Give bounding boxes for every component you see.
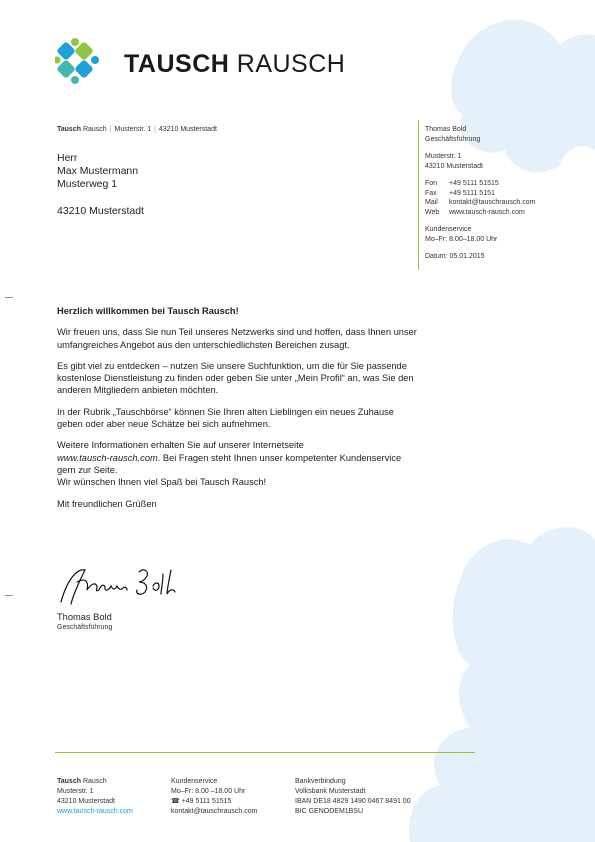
paragraph-4-intro: Weitere Informationen erhalten Sie auf unserer Internetseite — [57, 440, 304, 451]
footer-service-column — [171, 777, 257, 817]
letter-paragraph-3: In der Rubrik „Tauschbörse“ können Sie Ihren alten Lieblingen ein neues Zuhause geben oder aber neue Schätze bei sich aufnehmen. — [57, 406, 394, 430]
letter-greeting: Herzlich willkommen bei Tausch Rausch! — [57, 306, 239, 316]
footer-name-light: Rausch — [82, 778, 107, 785]
website-link[interactable]: www.tausch-rausch.com — [57, 452, 158, 463]
letter-paragraph-2: Es gibt viel zu entdecken – nutzen Sie unsere Suchfunktion, um die für Sie passende kostenlose Dienstleistung zu finden oder geben Sie unter „Mein Profil“ an, was Sie den anderen Mitgliedern anbieten möchten. — [57, 360, 414, 396]
footer-company-column — [57, 777, 133, 817]
footer-bank-title: Bankverbindung — [295, 778, 346, 785]
separator: | — [154, 126, 156, 133]
signatory-name: Thomas Bold — [57, 612, 112, 622]
logo-dot-blue — [91, 56, 99, 64]
handwritten-signature — [55, 560, 195, 610]
recipient-address — [57, 152, 144, 218]
contact-label: Mail — [425, 199, 438, 206]
sender-line — [57, 126, 217, 133]
sender-name-bold: Tausch — [57, 126, 81, 133]
footer-accent-line — [55, 752, 475, 753]
contact-value: +49 5111 5151 — [449, 189, 495, 197]
logo-dot-green-2 — [55, 57, 61, 64]
recipient-street: Musterweg 1 — [57, 178, 118, 190]
address-spacer — [57, 191, 144, 205]
footer-city: 43210 Musterstadt — [57, 798, 115, 805]
logo-piece-blue-2 — [74, 59, 94, 79]
sidebar-address — [425, 152, 585, 171]
sender-street: Musterstr. 1 — [114, 126, 152, 133]
contact-value: +49 5111 51515 — [449, 180, 499, 187]
letter-closing: Mit freundlichen Grüßen — [57, 498, 157, 509]
sidebar-name: Thomas Bold — [425, 126, 467, 133]
logo-wordmark-bold: TAUSCH — [124, 50, 230, 78]
footer-bank-column — [295, 777, 411, 817]
footer-mail[interactable]: kontakt@tauschrausch.com — [171, 808, 258, 815]
sidebar-contact-person — [425, 125, 585, 144]
puzzle-shape-bottom-right — [409, 527, 595, 842]
contact-label: Web — [425, 208, 440, 216]
logo-dot-teal — [71, 76, 79, 84]
footer-company-name — [57, 777, 133, 787]
recipient-salutation: Herr — [57, 152, 78, 164]
letter-body — [57, 305, 417, 519]
paragraph-4-wish: Wir wünschen Ihnen viel Spaß bei Tausch Rausch! — [57, 477, 267, 488]
sidebar-service-title: Kundenservice — [425, 226, 472, 233]
contact-row-mail — [425, 198, 585, 208]
fold-mark — [5, 595, 13, 596]
footer-street: Musterstr. 1 — [57, 788, 94, 795]
footer-bic: BIC GENODEM1BSU — [295, 808, 364, 815]
sidebar-role: Geschäftsführung — [425, 135, 481, 143]
contact-label: Fon — [425, 180, 438, 187]
contact-label: Fax — [425, 189, 437, 197]
sender-city: 43210 Musterstadt — [158, 126, 217, 133]
sidebar-contacts — [425, 179, 585, 217]
letter-paragraph-4 — [57, 439, 417, 488]
separator: | — [109, 126, 112, 133]
footer-phone-row — [171, 797, 257, 807]
footer-name-bold: Tausch — [57, 778, 81, 785]
contact-value[interactable]: kontakt@tauschrausch.com — [449, 199, 536, 206]
logo-wordmark-light: RAUSCH — [236, 50, 346, 78]
contact-row-fax — [425, 189, 585, 199]
sidebar-accent-line — [418, 120, 419, 270]
sidebar-street: Musterstr. 1 — [425, 153, 462, 160]
sidebar-info — [425, 125, 585, 262]
footer-phone: +49 5111 51515 — [181, 798, 232, 805]
footer-iban: IBAN DE18 4829 1490 0467 8491 00 — [295, 798, 411, 805]
sidebar-city: 43210 Musterstadt — [425, 162, 483, 170]
recipient-name: Max Mustermann — [57, 165, 139, 177]
footer-service-title: Kundenservice — [171, 778, 218, 785]
contact-row-phone — [425, 179, 585, 189]
sender-name-light: Rausch — [82, 126, 107, 133]
recipient-city: 43210 Musterstadt — [57, 205, 144, 217]
footer-bank-name: Volksbank Musterstadt — [295, 788, 366, 795]
contact-value[interactable]: www.tausch-rausch.com — [449, 208, 525, 216]
footer-service-hours: Mo–Fr: 8.00 –18.00 Uhr — [171, 788, 246, 795]
contact-row-web — [425, 208, 585, 218]
signatory-role: Geschäftsführung — [57, 624, 113, 631]
paragraph-4-service: . Bei Fragen steht Ihnen unser kompetenter Kundenservice gern zur Seite. — [57, 452, 402, 475]
letter-paragraph-1: Wir freuen uns, dass Sie nun Teil unseres Netzwerks sind und hoffen, dass Ihnen unser umfangreiches Angebot aus den unterschiedlichsten Bereichen zusagt. — [57, 327, 417, 350]
phone-icon: ☎ — [171, 798, 180, 805]
logo-dot-green — [71, 38, 79, 46]
logo-wordmark — [124, 50, 345, 79]
footer-website-link[interactable]: www.tausch-rausch.com — [57, 808, 133, 815]
sidebar-service — [425, 225, 585, 244]
sidebar-date: Datum: 05.01.2015 — [425, 253, 485, 260]
sidebar-service-hours: Mo–Fr: 8.00–18.00 Uhr — [425, 235, 498, 243]
fold-mark — [5, 297, 13, 298]
